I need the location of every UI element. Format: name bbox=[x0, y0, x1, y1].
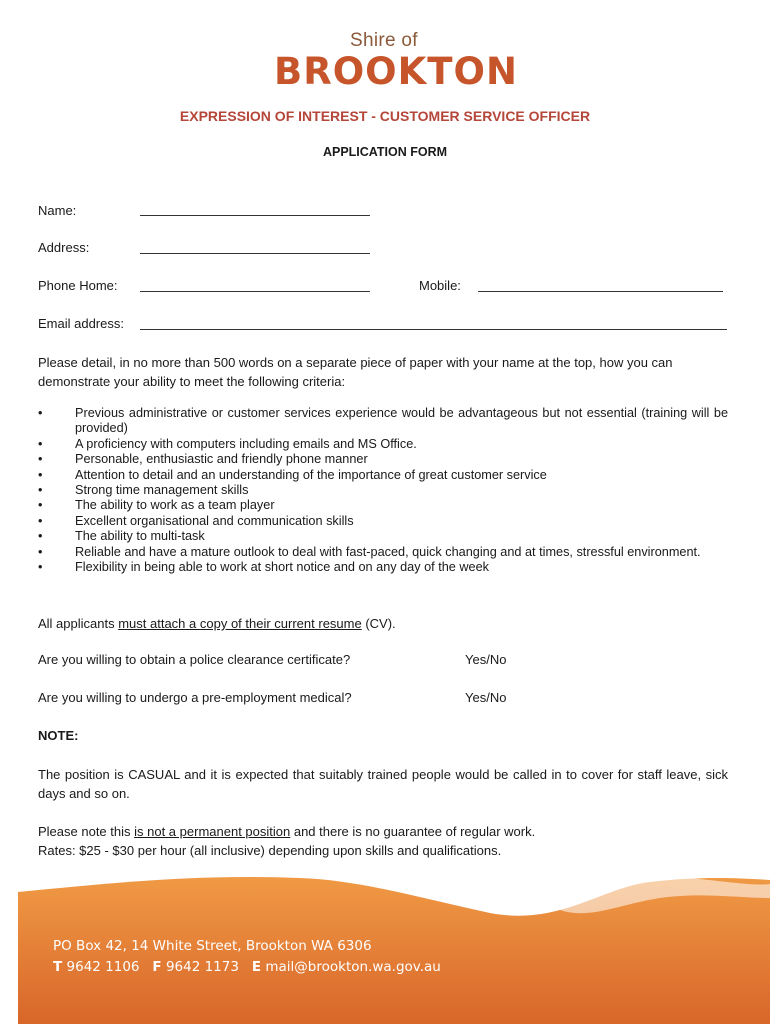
phone-home-label: Phone Home: bbox=[38, 278, 118, 293]
criteria-item: • Personable, enthusiastic and friendly phone manner bbox=[38, 452, 368, 467]
mobile-field[interactable] bbox=[478, 291, 723, 292]
rates-text: Rates: $25 - $30 per hour (all inclusive) depending upon skills and qualifications. bbox=[38, 843, 502, 858]
criteria-item: • Reliable and have a mature outlook to deal with fast-paced, quick changing and at times, stressful environment. bbox=[38, 544, 701, 559]
criteria-item: • The ability to multi-task bbox=[38, 529, 205, 544]
medical-question: Are you willing to undergo a pre-employment medical? bbox=[38, 690, 352, 705]
criteria-item: • Previous administrative or customer services experience would be advantageous but not essential (training will be provided) bbox=[38, 406, 728, 436]
footer-phone: 9642 1106 bbox=[66, 959, 140, 975]
footer-contacts: T 9642 1106 F 9642 1173 E mail@brookton.wa.gov.au bbox=[53, 959, 441, 975]
logo-brookton: BROOKTON bbox=[274, 50, 518, 93]
footer-email[interactable]: mail@brookton.wa.gov.au bbox=[265, 959, 441, 975]
address-label: Address: bbox=[38, 240, 90, 255]
criteria-item: • Attention to detail and an understanding of the importance of great customer service bbox=[38, 467, 547, 482]
email-label: Email address: bbox=[38, 316, 124, 331]
criteria-item: • Strong time management skills bbox=[38, 483, 249, 498]
criteria-item: • The ability to work as a team player bbox=[38, 498, 275, 513]
name-field[interactable] bbox=[140, 215, 370, 216]
attach-resume-text: All applicants must attach a copy of their current resume (CV). bbox=[38, 616, 396, 631]
criteria-intro: Please detail, in no more than 500 words on a separate piece of paper with your name at the top, how you can demonstrate your ability to meet the following criteria: bbox=[38, 355, 673, 389]
email-field[interactable] bbox=[140, 329, 727, 330]
document-title: EXPRESSION OF INTEREST - CUSTOMER SERVICE OFFICER bbox=[179, 108, 591, 124]
note-text: The position is CASUAL and it is expected that suitably trained people would be called in to cover for staff leave, sick days and so on. bbox=[38, 767, 728, 801]
note-heading: NOTE: bbox=[38, 728, 79, 743]
shire-logo bbox=[270, 28, 518, 96]
criteria-item: • A proficiency with computers including emails and MS Office. bbox=[38, 436, 417, 451]
name-label: Name: bbox=[38, 203, 77, 218]
logo-shire-of: Shire of bbox=[350, 30, 418, 51]
police-clearance-answer[interactable]: Yes/No bbox=[465, 652, 507, 667]
criteria-item: • Flexibility in being able to work at short notice and on any day of the week bbox=[38, 560, 489, 575]
footer-address: PO Box 42, 14 White Street, Brookton WA 6306 bbox=[53, 938, 372, 954]
mobile-label: Mobile: bbox=[419, 278, 461, 293]
criteria-item: • Excellent organisational and communication skills bbox=[38, 513, 354, 528]
form-subtitle: APPLICATION FORM bbox=[322, 145, 448, 159]
permanent-position-note: Please note this is not a permanent position and there is no guarantee of regular work. bbox=[38, 824, 536, 839]
address-field[interactable] bbox=[140, 253, 370, 254]
medical-answer[interactable]: Yes/No bbox=[465, 690, 507, 705]
phone-home-field[interactable] bbox=[140, 291, 370, 292]
footer-fax: 9642 1173 bbox=[165, 959, 239, 975]
police-clearance-question: Are you willing to obtain a police clearance certificate? bbox=[38, 652, 351, 667]
criteria-list bbox=[38, 406, 728, 575]
